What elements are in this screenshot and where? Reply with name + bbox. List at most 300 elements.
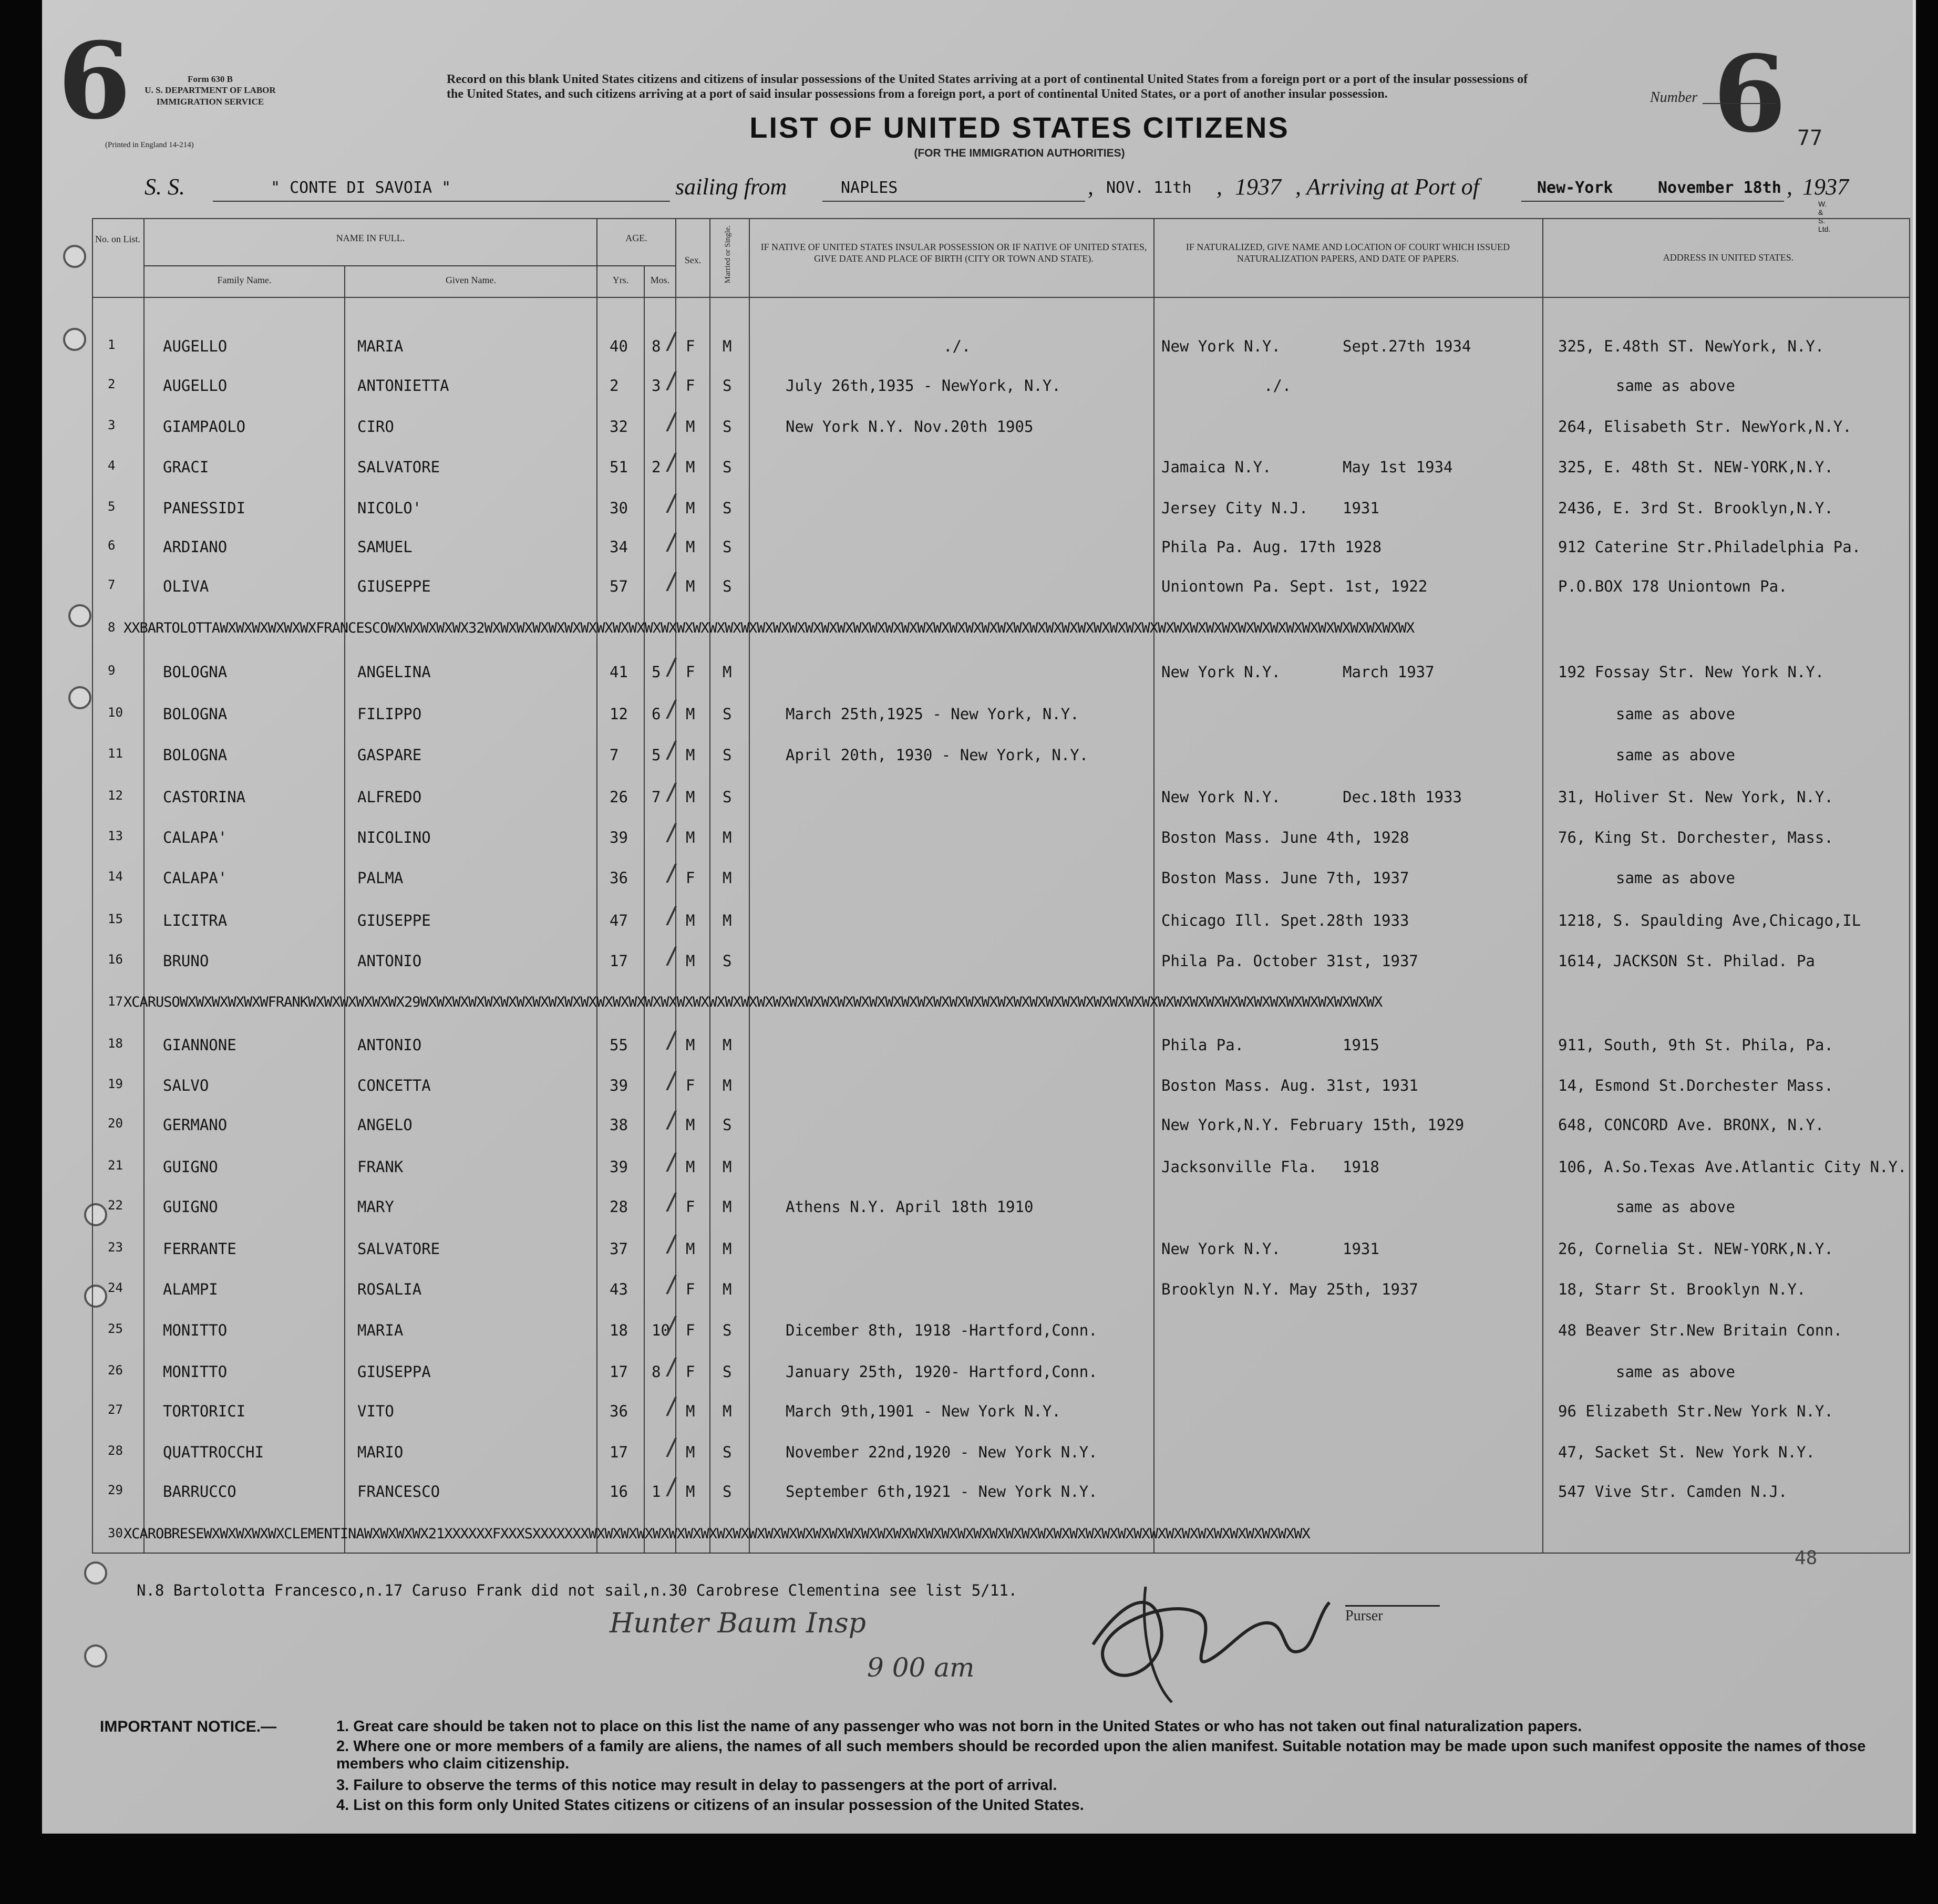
us-address: P.O.BOX 178 Uniontown Pa. — [1558, 577, 1788, 595]
sex: M — [686, 499, 695, 517]
age-years: 34 — [610, 538, 628, 556]
age-years: 32 — [610, 418, 628, 436]
marital-status: S — [723, 377, 732, 395]
naturalization-date: ./. — [1264, 377, 1292, 395]
given-name: GIUSEPPA — [357, 1363, 431, 1381]
check-mark: / — [665, 1473, 679, 1500]
age-months: 3 — [652, 377, 661, 395]
given-name: SALVATORE — [357, 1240, 440, 1258]
family-name: GUIGNO — [163, 1198, 218, 1216]
table-row — [92, 328, 1910, 363]
naturalization-date: 1918 — [1343, 1158, 1379, 1176]
family-name: MONITTO — [163, 1363, 228, 1381]
row-number: 22 — [108, 1198, 123, 1213]
check-mark: / — [665, 1148, 679, 1175]
voyage-line: S. S. " CONTE DI SAVOIA " sailing from NAPLES , NOV. 11th , 1937 , Arriving at Port of New-York November 18th , 1937 W. & S. Ltd. — [145, 174, 1849, 233]
given-name: FRANK — [357, 1158, 404, 1176]
sex: F — [686, 869, 695, 887]
binding-hole — [84, 1644, 107, 1668]
check-mark: / — [665, 737, 679, 763]
purser-underline — [1345, 1605, 1440, 1607]
table-row — [92, 1353, 1910, 1388]
age-months: 5 — [652, 746, 661, 764]
table-row — [92, 654, 1910, 688]
check-mark: / — [665, 449, 679, 475]
age-years: 39 — [610, 1077, 628, 1094]
given-name: FRANCESCO — [357, 1483, 440, 1501]
family-name: GUIGNO — [163, 1158, 218, 1176]
col-sex: Sex. — [684, 255, 702, 265]
birth-info: September 6th,1921 - New York N.Y. — [786, 1483, 1098, 1501]
marital-status: M — [723, 1036, 732, 1054]
binding-hole — [68, 686, 91, 709]
table-row — [92, 1188, 1910, 1223]
us-address: 106, A.So.Texas Ave.Atlantic City N.Y. — [1558, 1158, 1907, 1176]
us-address: same as above — [1616, 1198, 1735, 1216]
check-mark: / — [665, 328, 679, 355]
table-row — [92, 449, 1910, 483]
age-years: 43 — [610, 1280, 628, 1298]
us-address: 192 Fossay Str. New York N.Y. — [1558, 663, 1824, 681]
row-number: 23 — [108, 1240, 123, 1255]
age-months: 10 — [652, 1321, 670, 1339]
arrival-time: 9 00 am — [867, 1652, 975, 1683]
given-name: SAMUEL — [357, 538, 413, 556]
row-number: 12 — [108, 788, 123, 803]
given-name: NICOLO' — [357, 499, 422, 517]
table-row — [92, 902, 1910, 937]
age-years: 39 — [610, 829, 628, 846]
sex: M — [686, 1483, 695, 1501]
notice-4: 4. List on this form only United States citizens or citizens of an insular possession of the United States. — [336, 1797, 1084, 1814]
row-number: 4 — [108, 458, 116, 473]
row-number: 5 — [108, 499, 116, 514]
table-row — [92, 1067, 1910, 1102]
marital-status: S — [723, 499, 732, 517]
us-address: 648, CONCORD Ave. BRONX, N.Y. — [1558, 1116, 1824, 1134]
marital-status: S — [723, 1363, 732, 1381]
table-row — [92, 737, 1910, 771]
table-row — [92, 1271, 1910, 1306]
birth-info: March 25th,1925 - New York, N.Y. — [786, 705, 1079, 723]
naturalization-date: 1931 — [1343, 1240, 1379, 1258]
us-address: 48 Beaver Str.New Britain Conn. — [1558, 1321, 1843, 1339]
sex: F — [686, 337, 695, 355]
given-name: ANGELO — [357, 1116, 413, 1134]
given-name: PALMA — [357, 869, 404, 887]
age-years: 38 — [610, 1116, 628, 1134]
naturalization-place: Uniontown Pa. Sept. 1st, 1922 — [1161, 577, 1428, 595]
family-name: BOLOGNA — [163, 705, 228, 723]
row-number: 30 — [108, 1526, 123, 1540]
naturalization-place: New York N.Y. — [1161, 788, 1281, 806]
crossed-out-entry: XCARUSOWXWXWXWXWXWFRANKWXWXWXWXWXWX29WXWXWXWXWXWXWXWXWXWXWXWXWXWXWXWXWXWXWXWXWXWXWXWXWXWXWXWXWXWXWXWXWXWXWXWXWXWXWXWXWXWXWXWXWXWXWXWXWXWXWXWXWXWXWXWXWXWXWXWX — [123, 994, 1383, 1010]
sex: M — [686, 577, 695, 595]
row-number: 6 — [108, 538, 116, 553]
given-name: SALVATORE — [357, 458, 440, 476]
sex: F — [686, 1363, 695, 1381]
us-address: same as above — [1616, 377, 1735, 395]
us-address: 18, Starr St. Brooklyn N.Y. — [1558, 1280, 1806, 1298]
manifest-sheet — [42, 0, 1916, 1834]
sex: M — [686, 1240, 695, 1258]
table-row — [92, 529, 1910, 563]
check-mark: / — [665, 654, 679, 680]
given-name: MARIA — [357, 337, 404, 355]
family-name: ALAMPI — [163, 1280, 218, 1298]
check-mark: / — [665, 367, 679, 394]
table-row — [92, 367, 1910, 402]
sex: F — [686, 377, 695, 395]
form-number: Form 630 B — [188, 74, 233, 84]
row-number: 8 — [108, 620, 116, 635]
age-months: 7 — [652, 788, 661, 806]
us-address: 47, Sacket St. New York N.Y. — [1558, 1443, 1815, 1461]
table-row — [92, 1230, 1910, 1265]
sex: M — [686, 1443, 695, 1461]
us-address: 31, Holiver St. New York, N.Y. — [1558, 788, 1833, 806]
age-years: 47 — [610, 912, 628, 929]
check-mark: / — [665, 1188, 679, 1215]
passenger-table — [92, 218, 1910, 1584]
page-stamp: 48 — [1795, 1547, 1818, 1569]
notice-2: 2. Where one or more members of a family are aliens, the names of all such members should be recorded upon the alien manifest. Suitable notation may be made upon such manifest opposite the names of those members who claim citizenship. — [336, 1738, 1866, 1773]
check-mark: / — [665, 568, 679, 595]
arrival-underline — [1521, 201, 1784, 202]
table-row — [92, 408, 1910, 443]
age-months: 2 — [652, 458, 661, 476]
us-address: 1218, S. Spaulding Ave,Chicago,IL — [1558, 912, 1861, 929]
family-name: LICITRA — [163, 912, 228, 929]
marital-status: M — [723, 1240, 732, 1258]
col-no: No. on List. — [95, 234, 140, 244]
birth-info: Athens N.Y. April 18th 1910 — [786, 1198, 1034, 1216]
age-years: 41 — [610, 663, 628, 681]
family-name: CALAPA' — [163, 829, 228, 846]
page-title: LIST OF UNITED STATES CITIZENS — [749, 111, 1290, 144]
family-name: SALVO — [163, 1077, 209, 1094]
number-label: Number — [1650, 89, 1698, 106]
age-years: 17 — [610, 952, 628, 970]
sex: M — [686, 418, 695, 436]
family-name: AUGELLO — [163, 337, 228, 355]
row-number: 14 — [108, 869, 123, 884]
check-mark: / — [665, 1434, 679, 1461]
birth-info: November 22nd,1920 - New York N.Y. — [786, 1443, 1098, 1461]
family-name: TORTORICI — [163, 1402, 246, 1420]
marital-status: S — [723, 952, 732, 970]
us-address: same as above — [1616, 746, 1735, 764]
check-mark: / — [665, 1393, 679, 1420]
given-name: MARIA — [357, 1321, 404, 1339]
check-mark: / — [665, 1271, 679, 1298]
sail-year: 1937 — [1235, 174, 1281, 200]
check-mark: / — [665, 1230, 679, 1257]
us-address: 325, E. 48th St. NEW-YORK,N.Y. — [1558, 458, 1833, 476]
sex: F — [686, 1321, 695, 1339]
ss-label: S. S. — [145, 174, 185, 200]
naturalization-date: 1915 — [1343, 1036, 1379, 1054]
table-row — [92, 1106, 1910, 1141]
table-row — [92, 614, 1910, 645]
age-years: 28 — [610, 1198, 628, 1216]
notice-3: 3. Failure to observe the terms of this notice may result in delay to passengers at the port of arrival. — [336, 1777, 1057, 1794]
age-years: 7 — [610, 746, 619, 764]
naturalization-place: Chicago Ill. Spet.28th 1933 — [1161, 912, 1409, 929]
age-years: 37 — [610, 1240, 628, 1258]
sex: F — [686, 1280, 695, 1298]
us-address: 911, South, 9th St. Phila, Pa. — [1558, 1036, 1833, 1054]
col-naturalized: IF NATURALIZED, GIVE NAME AND LOCATION OF COURT WHICH ISSUED NATURALIZATION PAPERS, AND DATE OF PAPERS. — [1186, 242, 1510, 264]
ship-name: " CONTE DI SAVOIA " — [271, 179, 451, 197]
family-name: QUATTROCCHI — [163, 1443, 264, 1461]
list-number-left: 6 — [58, 19, 131, 143]
col-address: ADDRESS IN UNITED STATES. — [1663, 252, 1794, 263]
notice-1: 1. Great care should be taken not to place on this list the name of any passenger who was not born in the United States or who has not taken out final naturalization papers. — [336, 1718, 1582, 1735]
row-number: 20 — [108, 1116, 123, 1131]
us-address: 2436, E. 3rd St. Brooklyn,N.Y. — [1558, 499, 1833, 517]
given-name: MARIO — [357, 1443, 404, 1461]
binding-hole — [68, 604, 91, 627]
row-number: 29 — [108, 1483, 123, 1497]
family-name: BOLOGNA — [163, 663, 228, 681]
form-info — [126, 74, 294, 107]
inspector-signature: Hunter Baum Insp — [610, 1608, 866, 1639]
family-name: GIAMPAOLO — [163, 418, 246, 436]
naturalization-place: Phila Pa. Aug. 17th 1928 — [1161, 538, 1382, 556]
marital-status: M — [723, 829, 732, 846]
sex: M — [686, 829, 695, 846]
naturalization-date: Sept.27th 1934 — [1343, 337, 1471, 355]
row-number: 26 — [108, 1363, 123, 1378]
marital-status: S — [723, 746, 732, 764]
table-row — [92, 1027, 1910, 1061]
printer-mark: W. & S. Ltd. — [1818, 200, 1831, 233]
row-number: 3 — [108, 418, 116, 432]
col-given-name: Given Name. — [446, 275, 496, 285]
table-row — [92, 779, 1910, 813]
check-mark: / — [665, 819, 679, 846]
check-mark: / — [665, 696, 679, 722]
marital-status: M — [723, 663, 732, 681]
number-underline — [1703, 103, 1776, 104]
family-name: GERMANO — [163, 1116, 228, 1134]
age-years: 39 — [610, 1158, 628, 1176]
arrival-port: New-York — [1537, 179, 1613, 197]
naturalization-place: Boston Mass. June 7th, 1937 — [1161, 869, 1409, 887]
family-name: CASTORINA — [163, 788, 246, 806]
birth-info: Dicember 8th, 1918 -Hartford,Conn. — [786, 1321, 1098, 1339]
check-mark: / — [665, 1353, 679, 1380]
given-name: FILIPPO — [357, 705, 422, 723]
marital-status: S — [723, 538, 732, 556]
naturalization-place: Phila Pa. — [1161, 1036, 1244, 1054]
ship-underline — [213, 201, 670, 202]
naturalization-place: Jacksonville Fla. — [1161, 1158, 1317, 1176]
table-row — [92, 860, 1910, 894]
age-years: 36 — [610, 869, 628, 887]
given-name: CIRO — [357, 418, 394, 436]
table-row — [92, 696, 1910, 730]
age-years: 57 — [610, 577, 628, 595]
us-address: 96 Elizabeth Str.New York N.Y. — [1558, 1402, 1833, 1420]
check-mark: / — [665, 1106, 679, 1133]
row-number: 7 — [108, 577, 116, 592]
row-number: 25 — [108, 1321, 123, 1336]
given-name: GIUSEPPE — [357, 912, 431, 929]
us-address: 264, Elisabeth Str. NewYork,N.Y. — [1558, 418, 1852, 436]
family-name: AUGELLO — [163, 377, 228, 395]
table-row — [92, 943, 1910, 977]
family-name: ARDIANO — [163, 538, 228, 556]
row-number: 19 — [108, 1077, 123, 1091]
col-family-name: Family Name. — [217, 275, 272, 285]
col-yrs: Yrs. — [612, 275, 629, 285]
sex: M — [686, 788, 695, 806]
binding-hole — [63, 328, 86, 351]
col-married-single: Married or Single. — [724, 225, 732, 284]
family-name: GRACI — [163, 458, 209, 476]
col-mos: Mos. — [650, 275, 670, 285]
sex: M — [686, 952, 695, 970]
naturalization-place: New York N.Y. — [1161, 337, 1281, 355]
sex: F — [686, 1198, 695, 1216]
table-row — [92, 490, 1910, 524]
port-underline — [822, 201, 1085, 202]
age-years: 51 — [610, 458, 628, 476]
naturalization-place: Boston Mass. June 4th, 1928 — [1161, 829, 1409, 846]
naturalization-date: Dec.18th 1933 — [1343, 788, 1462, 806]
marital-status: M — [723, 912, 732, 929]
given-name: ANTONIO — [357, 952, 422, 970]
arrival-year: 1937 — [1802, 174, 1849, 200]
crossed-out-entry: XCAROBRESEWXWXWXWXWXCLEMENTINAWXWXWXWX21XXXXXXFXXXSXXXXXXXWXWXWXWXWXWXWXWXWXWXWXWXWXWXWXWXWXWXWXWXWXWXWXWXWXWXWXWXWXWXWXWXWXWXWXWXWXWXWXWXWXWXWXWXWX — [123, 1526, 1310, 1542]
remarks-note: N.8 Bartolotta Francesco,n.17 Caruso Frank did not sail,n.30 Carobrese Clementina see list 5/11. — [137, 1581, 1018, 1599]
marital-status: S — [723, 458, 732, 476]
table-row — [92, 1393, 1910, 1427]
us-address: 325, E.48th ST. NewYork, N.Y. — [1558, 337, 1824, 355]
us-address: 547 Vive Str. Camden N.J. — [1558, 1483, 1788, 1501]
printed-note: (Printed in England 14-214) — [105, 141, 194, 149]
sex: M — [686, 458, 695, 476]
us-address: same as above — [1616, 869, 1735, 887]
us-address: 76, King St. Dorchester, Mass. — [1558, 829, 1833, 846]
birth-info: April 20th, 1930 - New York, N.Y. — [786, 746, 1089, 764]
row-number: 11 — [108, 746, 123, 761]
family-name: BRUNO — [163, 952, 209, 970]
purser-signature — [1083, 1566, 1335, 1713]
arriving-label: , Arriving at Port of — [1295, 174, 1479, 200]
row-number: 9 — [108, 663, 116, 678]
row-number: 2 — [108, 377, 116, 391]
family-name: OLIVA — [163, 577, 209, 595]
birth-info: March 9th,1901 - New York N.Y. — [786, 1402, 1061, 1420]
check-mark: / — [665, 408, 679, 435]
col-age: AGE. — [625, 233, 647, 243]
age-years: 16 — [610, 1483, 628, 1501]
age-years: 55 — [610, 1036, 628, 1054]
purser-label: Purser — [1345, 1608, 1383, 1624]
col-native: IF NATIVE OF UNITED STATES INSULAR POSSESSION OR IF NATIVE OF UNITED STATES, GIVE DATE AND PLACE OF BIRTH (CITY OR TOWN AND STATE). — [760, 242, 1147, 264]
family-name: BOLOGNA — [163, 746, 228, 764]
family-name: FERRANTE — [163, 1240, 236, 1258]
age-years: 36 — [610, 1402, 628, 1420]
given-name: NICOLINO — [357, 829, 431, 846]
row-number: 10 — [108, 705, 123, 720]
given-name: GIUSEPPE — [357, 577, 431, 595]
marital-status: M — [723, 1158, 732, 1176]
given-name: ANTONIETTA — [357, 377, 449, 395]
family-name: CALAPA' — [163, 869, 228, 887]
check-mark: / — [665, 490, 679, 516]
us-address: 912 Caterine Str.Philadelphia Pa. — [1558, 538, 1861, 556]
naturalization-date: 1931 — [1343, 499, 1379, 517]
table-row — [92, 819, 1910, 854]
check-mark: / — [665, 943, 679, 969]
given-name: CONCETTA — [357, 1077, 431, 1094]
table-row — [92, 1312, 1910, 1347]
sex: M — [686, 538, 695, 556]
marital-status: S — [723, 577, 732, 595]
given-name: ANGELINA — [357, 663, 431, 681]
age-years: 30 — [610, 499, 628, 517]
birth-info: ./. — [943, 337, 971, 355]
age-years: 17 — [610, 1443, 628, 1461]
table-row — [92, 988, 1910, 1019]
sex: M — [686, 746, 695, 764]
us-address: 26, Cornelia St. NEW-YORK,N.Y. — [1558, 1240, 1833, 1258]
age-months: 5 — [652, 663, 661, 681]
marital-status: S — [723, 1443, 732, 1461]
naturalization-place: New York N.Y. — [1161, 663, 1281, 681]
age-years: 40 — [610, 337, 628, 355]
given-name: VITO — [357, 1402, 394, 1420]
marital-status: M — [723, 1198, 732, 1216]
check-mark: / — [665, 1027, 679, 1053]
table-row — [92, 1519, 1910, 1551]
page-number: 77 — [1797, 126, 1823, 150]
naturalization-place: Brooklyn N.Y. May 25th, 1937 — [1161, 1280, 1418, 1298]
sex: M — [686, 1158, 695, 1176]
sailing-port: NAPLES — [841, 179, 898, 197]
us-address: 14, Esmond St.Dorchester Mass. — [1558, 1077, 1833, 1094]
sex: F — [686, 663, 695, 681]
naturalization-date: March 1937 — [1343, 663, 1435, 681]
table-row — [92, 568, 1910, 603]
binding-hole — [63, 245, 86, 268]
col-name-in-full: NAME IN FULL. — [336, 233, 405, 243]
age-months: 6 — [652, 705, 661, 723]
age-years: 2 — [610, 377, 619, 395]
record-instructions: Record on this blank United States citizens and citizens of insular possessions of the United States arriving at a port of continental United States from a foreign port or a port of the insular possessions of the United States, and such citizens arriving at a port of said insular possessions from a foreign port, a port of continental United States, or a port of another insular possession. — [447, 73, 1528, 101]
marital-status: S — [723, 788, 732, 806]
sex: M — [686, 705, 695, 723]
row-number: 15 — [108, 912, 123, 926]
table-row — [92, 1434, 1910, 1468]
sex: M — [686, 1402, 695, 1420]
naturalization-place: New York N.Y. — [1161, 1240, 1281, 1258]
check-mark: / — [665, 860, 679, 886]
marital-status: M — [723, 337, 732, 355]
arrival-date: November 18th — [1658, 179, 1781, 197]
age-years: 18 — [610, 1321, 628, 1339]
given-name: ROSALIA — [357, 1280, 422, 1298]
us-address: same as above — [1616, 1363, 1735, 1381]
notice-heading: IMPORTANT NOTICE.— — [100, 1718, 277, 1735]
naturalization-date: May 1st 1934 — [1343, 458, 1453, 476]
family-name: BARRUCCO — [163, 1483, 236, 1501]
us-address: 1614, JACKSON St. Philad. Pa — [1558, 952, 1815, 970]
